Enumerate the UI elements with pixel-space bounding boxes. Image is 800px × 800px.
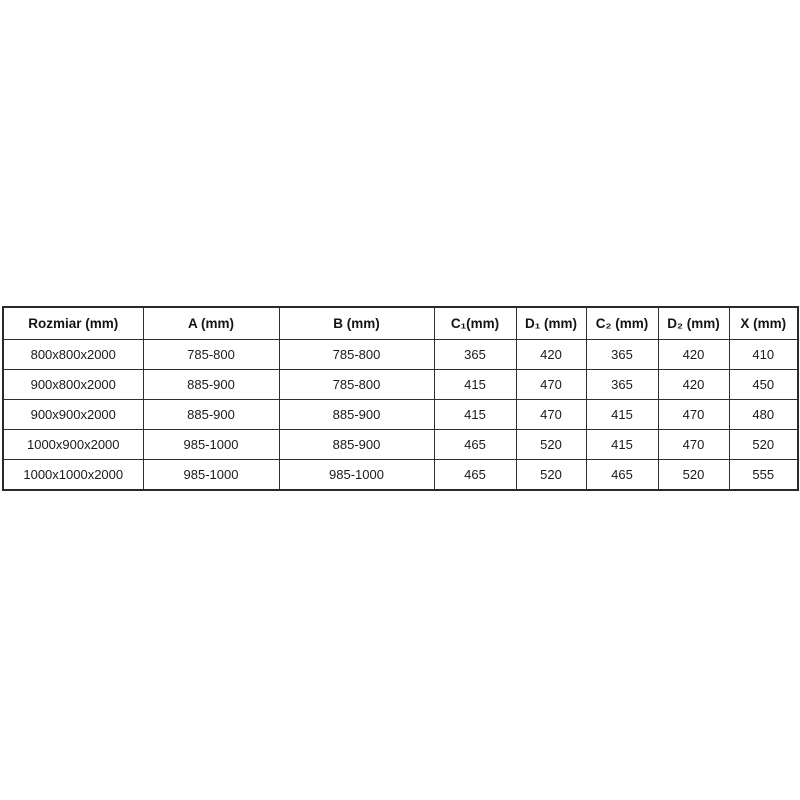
column-header: C₁(mm) (434, 307, 516, 340)
dimensions-table (2, 306, 799, 491)
table-cell: 410 (729, 340, 798, 370)
table-cell: 480 (729, 400, 798, 430)
header-row (3, 307, 798, 340)
table-cell: 900x900x2000 (3, 400, 143, 430)
table-cell: 470 (658, 430, 729, 460)
table-cell: 450 (729, 370, 798, 400)
table-cell: 520 (516, 460, 586, 491)
table-cell: 470 (516, 400, 586, 430)
table-cell: 520 (516, 430, 586, 460)
table-cell: 785-800 (279, 340, 434, 370)
table-cell: 985-1000 (143, 460, 279, 491)
table-cell: 900x800x2000 (3, 370, 143, 400)
table-cell: 520 (658, 460, 729, 491)
table-cell: 470 (516, 370, 586, 400)
table-cell: 365 (586, 340, 658, 370)
table-cell: 555 (729, 460, 798, 491)
table-cell: 885-900 (279, 430, 434, 460)
table-cell: 885-900 (143, 370, 279, 400)
table-row (3, 370, 798, 400)
table-cell: 365 (586, 370, 658, 400)
table-cell: 465 (586, 460, 658, 491)
table-cell: 420 (658, 340, 729, 370)
table-cell: 985-1000 (143, 430, 279, 460)
column-header: D₁ (mm) (516, 307, 586, 340)
table-cell: 465 (434, 430, 516, 460)
table-row (3, 340, 798, 370)
table-cell: 785-800 (143, 340, 279, 370)
table-cell: 1000x1000x2000 (3, 460, 143, 491)
column-header: D₂ (mm) (658, 307, 729, 340)
table-cell: 415 (434, 370, 516, 400)
table-row (3, 400, 798, 430)
table-cell: 415 (586, 430, 658, 460)
table-row (3, 430, 798, 460)
table-cell: 365 (434, 340, 516, 370)
column-header: A (mm) (143, 307, 279, 340)
table-row (3, 460, 798, 491)
table-cell: 885-900 (279, 400, 434, 430)
column-header: C₂ (mm) (586, 307, 658, 340)
table-cell: 420 (658, 370, 729, 400)
table-cell: 985-1000 (279, 460, 434, 491)
table-cell: 415 (586, 400, 658, 430)
table-cell: 465 (434, 460, 516, 491)
table-cell: 420 (516, 340, 586, 370)
column-header: X (mm) (729, 307, 798, 340)
table-cell: 785-800 (279, 370, 434, 400)
table-cell: 800x800x2000 (3, 340, 143, 370)
table-cell: 470 (658, 400, 729, 430)
table-body (3, 340, 798, 491)
table-header (3, 307, 798, 340)
table-cell: 415 (434, 400, 516, 430)
table-cell: 520 (729, 430, 798, 460)
column-header: B (mm) (279, 307, 434, 340)
table-cell: 1000x900x2000 (3, 430, 143, 460)
table-cell: 885-900 (143, 400, 279, 430)
column-header: Rozmiar (mm) (3, 307, 143, 340)
